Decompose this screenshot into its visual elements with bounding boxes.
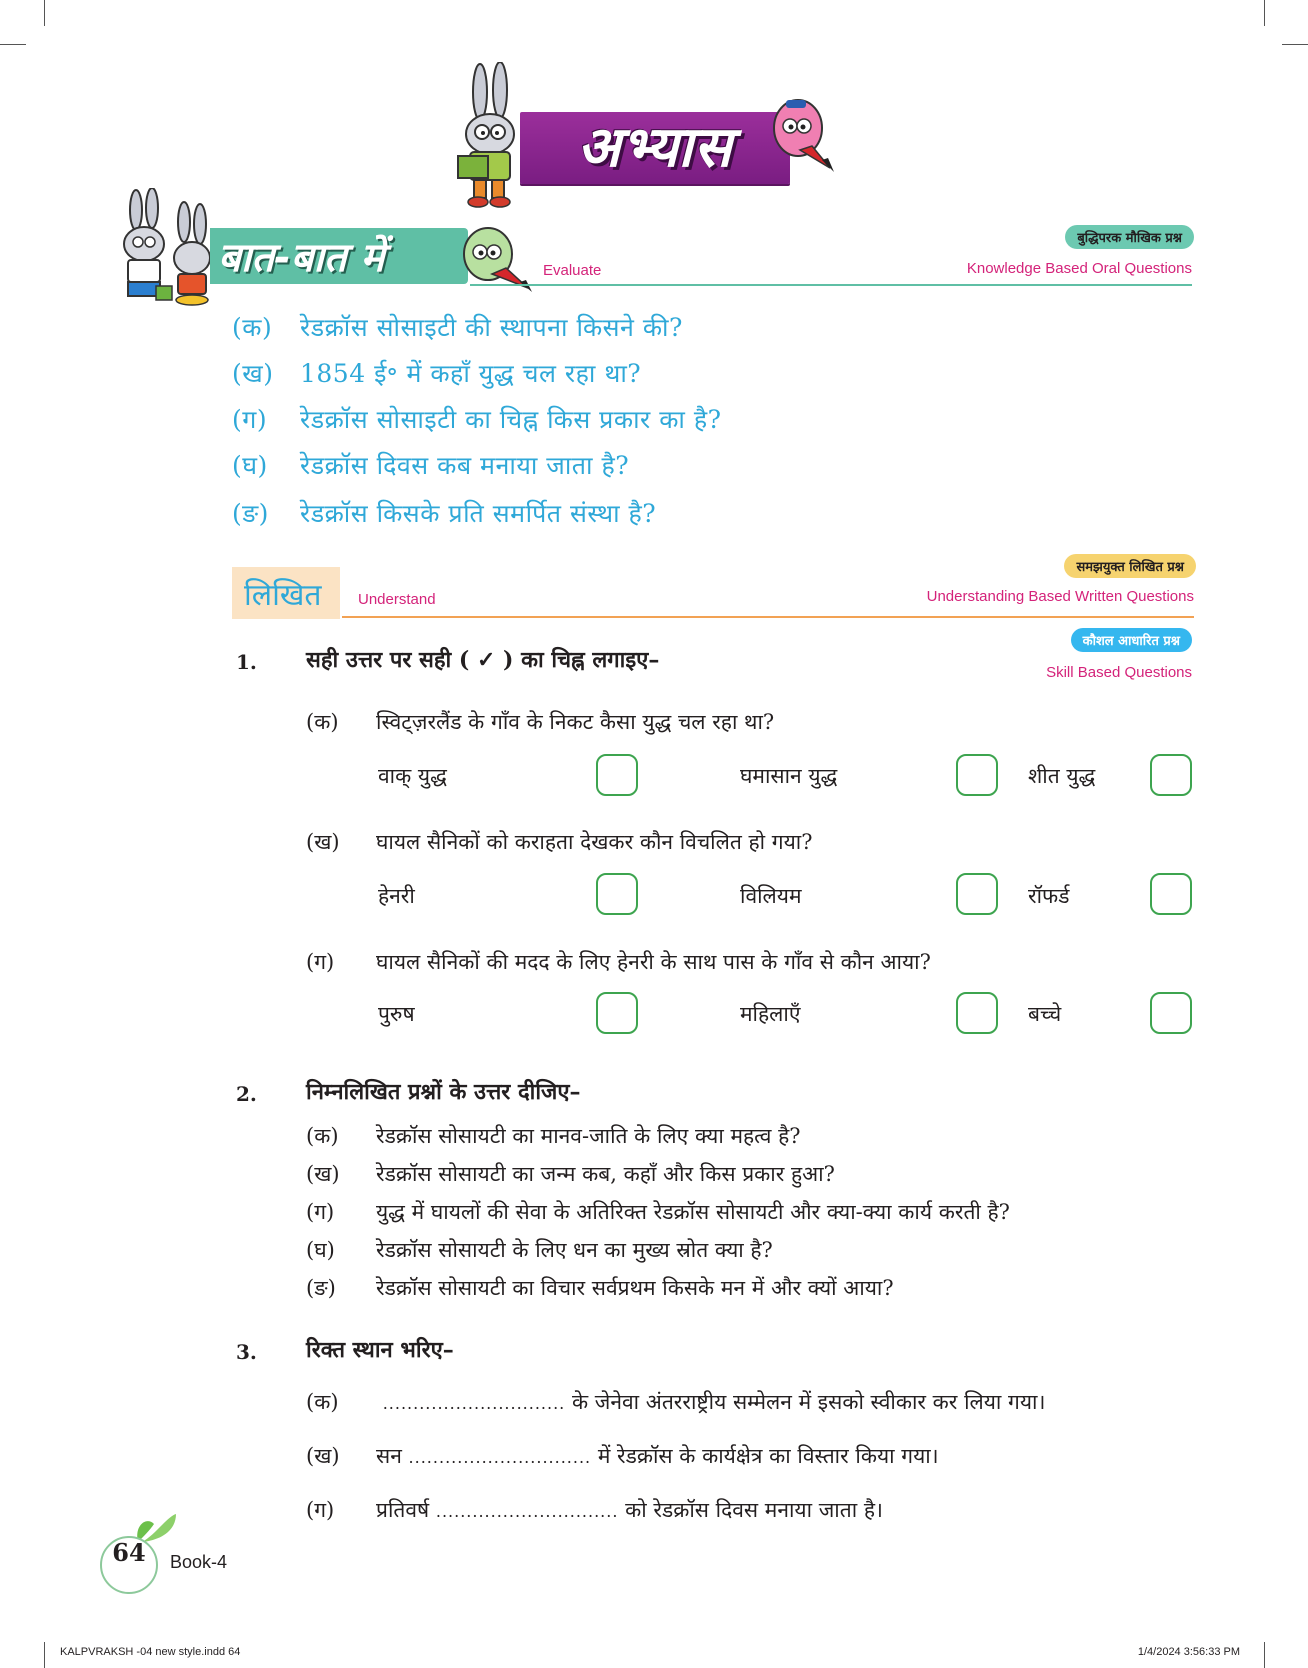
oral-question: (ग) रेडक्रॉस सोसाइटी का चिह्न किस प्रकार का है? (232, 405, 722, 434)
oral-question: (ङ) रेडक्रॉस किसके प्रति समर्पित संस्था है? (232, 499, 657, 528)
answer-checkbox[interactable] (956, 754, 998, 796)
fill-blank-item: (ख) सन .............................. में रेडक्रॉस के कार्यक्षेत्र का विस्तार किया गया। (306, 1444, 939, 1468)
question-heading: रिक्त स्थान भरिए– (306, 1337, 454, 1363)
written-questions-badge: समझयुक्त लिखित प्रश्न (1064, 554, 1196, 578)
section-divider (470, 284, 1192, 286)
short-answer-question: (घ) रेडक्रॉस सोसायटी के लिए धन का मुख्य स्रोत क्या है? (306, 1238, 773, 1262)
crop-mark (1282, 44, 1308, 45)
mcq-question: (ख) घायल सैनिकों को कराहता देखकर कौन विचलित हो गया? (306, 830, 813, 854)
date-slug: 1/4/2024 3:56:33 PM (1137, 1646, 1240, 1658)
answer-checkbox[interactable] (596, 992, 638, 1034)
answer-checkbox[interactable] (956, 992, 998, 1034)
crop-mark (44, 0, 45, 26)
question-number: 2. (236, 1082, 257, 1106)
mcq-option-label: महिलाएँ (740, 1002, 801, 1026)
mcq-option-label: पुरुष (378, 1002, 415, 1026)
oral-question: (ख) 1854 ई॰ में कहाँ युद्ध चल रहा था? (232, 359, 642, 388)
written-questions-subtitle: Understanding Based Written Questions (926, 588, 1194, 605)
oral-question: (क) रेडक्रॉस सोसाइटी की स्थापना किसने की? (232, 313, 683, 342)
question-number: 3. (236, 1340, 257, 1364)
evaluate-label: Evaluate (543, 262, 602, 279)
mcq-question: (ग) घायल सैनिकों की मदद के लिए हेनरी के साथ पास के गाँव से कौन आया? (306, 950, 931, 974)
answer-checkbox[interactable] (1150, 873, 1192, 915)
page-number: 64 (100, 1536, 158, 1594)
crop-mark (1264, 0, 1265, 26)
section-divider (342, 616, 1194, 618)
fill-blank-item: (क) .............................. के जेनेवा अंतरराष्ट्रीय सम्मेलन में इसको स्वीकार कर लिया गया। (306, 1390, 1046, 1414)
crop-mark (0, 44, 26, 45)
mcq-option-label: शीत युद्ध (1028, 764, 1096, 788)
page-title: अभ्यास (577, 115, 733, 180)
blank-line[interactable]: .............................. (435, 1502, 619, 1521)
question-heading: निम्नलिखित प्रश्नों के उत्तर दीजिए– (306, 1079, 581, 1105)
book-label: Book-4 (170, 1552, 228, 1572)
question-number: 1. (236, 650, 257, 674)
answer-checkbox[interactable] (596, 754, 638, 796)
skill-questions-badge: कौशल आधारित प्रश्न (1071, 628, 1192, 652)
oral-section-title: बात-बात में (218, 235, 385, 281)
mcq-option-label: वाक् युद्ध (378, 764, 447, 788)
mcq-option-label: घमासान युद्ध (740, 764, 838, 788)
crop-mark (44, 1642, 45, 1668)
fill-blank-item: (ग) प्रतिवर्ष .............................. को रेडक्रॉस दिवस मनाया जाता है। (306, 1498, 883, 1522)
skill-questions-subtitle: Skill Based Questions (1046, 664, 1192, 681)
mcq-option-label: हेनरी (378, 884, 415, 908)
answer-checkbox[interactable] (596, 873, 638, 915)
file-slug: KALPVRAKSH -04 new style.indd 64 (60, 1646, 241, 1658)
mcq-option-label: बच्चे (1028, 1002, 1062, 1026)
mcq-question: (क) स्विट्ज़रलैंड के गाँव के निकट कैसा युद्ध चल रहा था? (306, 710, 775, 734)
oral-questions-badge: बुद्धिपरक मौखिक प्रश्न (1065, 225, 1194, 249)
short-answer-question: (ग) युद्ध में घायलों की सेवा के अतिरिक्त रेडक्रॉस सोसायटी और क्या-क्या कार्य करती है? (306, 1200, 1010, 1224)
understand-label: Understand (358, 591, 436, 608)
rabbits-conversation-illustration (108, 188, 220, 310)
answer-checkbox[interactable] (1150, 992, 1192, 1034)
blank-line[interactable]: .............................. (382, 1394, 566, 1413)
crop-mark (1264, 1642, 1265, 1668)
mcq-option-label: रॉफर्ड (1028, 884, 1070, 908)
answer-checkbox[interactable] (956, 873, 998, 915)
oral-question: (घ) रेडक्रॉस दिवस कब मनाया जाता है? (232, 451, 630, 480)
oral-questions-subtitle: Knowledge Based Oral Questions (966, 260, 1192, 277)
pencil-mascot-icon (768, 96, 838, 176)
written-section-title: लिखित (244, 578, 322, 613)
short-answer-question: (ङ) रेडक्रॉस सोसायटी का विचार सर्वप्रथम किसके मन में और क्यों आया? (306, 1276, 894, 1300)
short-answer-question: (ख) रेडक्रॉस सोसायटी का जन्म कब, कहाँ और किस प्रकार हुआ? (306, 1162, 835, 1186)
short-answer-question: (क) रेडक्रॉस सोसायटी का मानव-जाति के लिए क्या महत्व है? (306, 1124, 801, 1148)
blank-line[interactable]: .............................. (408, 1448, 592, 1467)
mcq-option-label: विलियम (740, 884, 802, 908)
answer-checkbox[interactable] (1150, 754, 1192, 796)
question-heading: सही उत्तर पर सही ( ✓ ) का चिह्न लगाइए– (306, 647, 660, 673)
